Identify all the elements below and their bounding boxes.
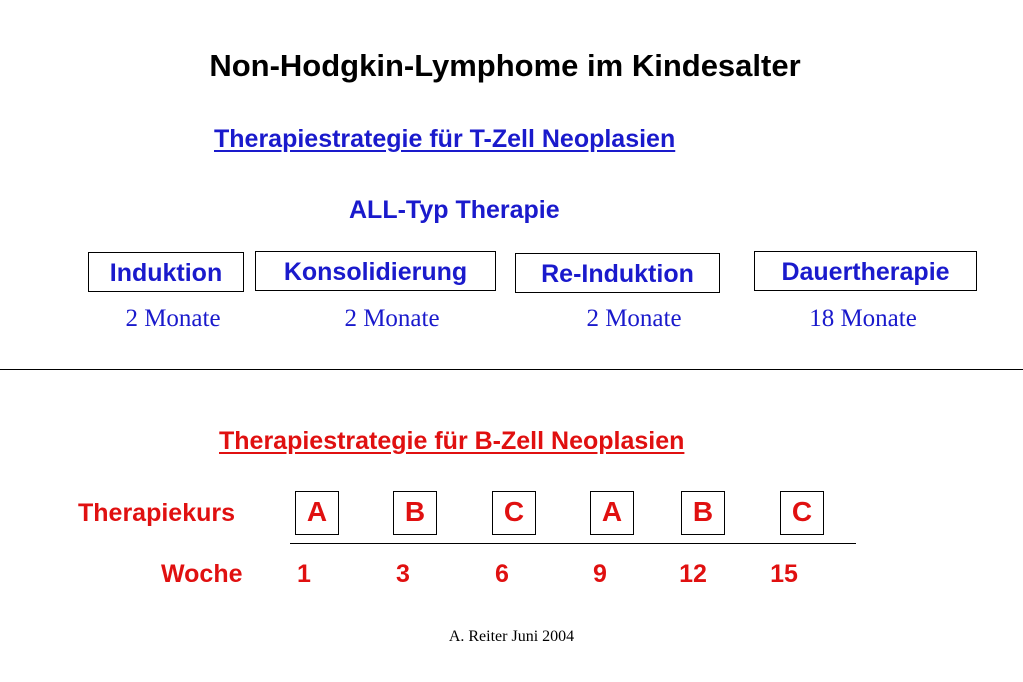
phase-box-re-induktion: Re-Induktion [515,253,720,293]
week-number: 15 [770,560,798,588]
phase-duration-re-induktion: 2 Monate [586,305,682,332]
week-row-label: Woche [161,560,243,588]
course-box: A [295,491,339,535]
week-number: 9 [593,560,607,588]
b-cell-heading: Therapiestrategie für B-Zell Neoplasien [219,427,685,455]
phase-box-konsolidierung: Konsolidierung [255,251,496,291]
course-box: C [492,491,536,535]
week-number: 6 [495,560,509,588]
phase-box-induktion: Induktion [88,252,244,292]
course-box: C [780,491,824,535]
t-cell-heading: Therapiestrategie für T-Zell Neoplasien [214,125,676,153]
footer-credit: A. Reiter Juni 2004 [448,628,575,645]
course-box: B [681,491,725,535]
section-divider [0,369,1023,370]
course-row-label: Therapiekurs [78,499,236,527]
course-box: B [393,491,437,535]
phase-duration-konsolidierung: 2 Monate [344,305,440,332]
week-number: 1 [297,560,311,588]
timeline-axis [290,543,856,544]
phase-box-dauertherapie: Dauertherapie [754,251,977,291]
page-title: Non-Hodgkin-Lymphome im Kindesalter [209,48,801,83]
phase-duration-induktion: 2 Monate [125,305,221,332]
course-box: A [590,491,634,535]
week-number: 3 [396,560,410,588]
week-number: 12 [679,560,707,588]
phase-duration-dauertherapie: 18 Monate [809,305,917,332]
protocol-label: ALL-Typ Therapie [349,196,560,224]
